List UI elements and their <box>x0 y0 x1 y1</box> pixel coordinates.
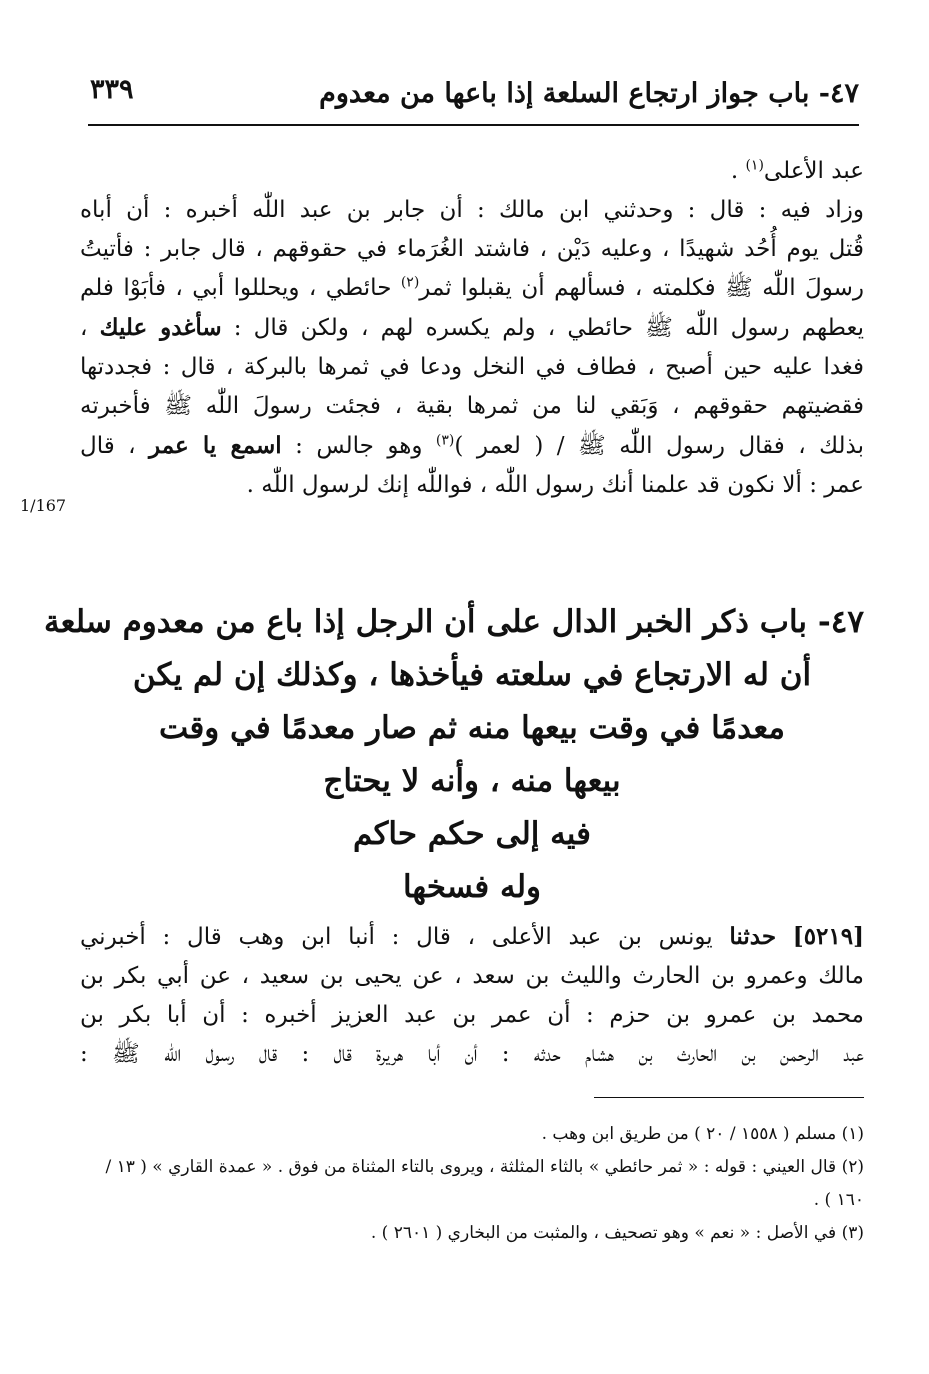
body-text <box>80 152 864 505</box>
heading-line: ٤٧- باب ذكر الخبر الدال على أن الرجل إذا باع من معدوم سلعة <box>44 604 864 640</box>
text-line: بذلك ، فقال رسول اللّٰه ﷺ / ( لعمر )$^{(٣)}$ وهو جالس : اسمع يا عمر ، قال <box>80 432 864 459</box>
footnote-marker: (٢) <box>400 274 420 291</box>
heading-line: فيه إلى حكم حاكم <box>353 816 591 852</box>
text-line: وزاد فيه : قال : وحدثني ابن مالك : أن جابر بن عبد اللّٰه أخبره : أن أباه <box>80 197 864 223</box>
text-line: عبد الرحمن بن الحارث بن هشام حدثه : أن أبا هريرة قال : قال رسول اللّٰه ﷺ : <box>80 1041 864 1067</box>
chapter-running-title: ٤٧- باب جواز ارتجاع السلعة إذا باعها من معدوم <box>319 78 859 109</box>
heading-line: بيعها منه ، وأنه لا يحتاج <box>323 763 621 799</box>
footnote-marker: (٣) <box>435 432 455 449</box>
page-number: ٣٣٩ <box>90 74 134 105</box>
heading-line: أن له الارتجاع في سلعته فيأخذها ، وكذلك إن لم يكن <box>132 657 812 693</box>
running-header <box>80 68 859 118</box>
hadith-number: [٥٢١٩] <box>792 923 864 950</box>
header-rule <box>88 124 859 126</box>
text-line: محمد بن عمرو بن حزم : أن عمر بن عبد العزيز أخبره : أن أبا بكر بن <box>80 1002 864 1028</box>
text-line: قُتل يوم أُحُد شهيدًا ، وعليه دَيْن ، فاشتد الغُرَماء في حقوقهم ، قال جابر : فأتيتُ <box>80 236 864 262</box>
bold-phrase: سأغدو عليك <box>99 314 222 341</box>
footnote-continuation: ١٦٠ ) . <box>813 1190 864 1210</box>
text-line: فغدا عليه حين أصبح ، فطاف في النخل ودعا في ثمرها بالبركة ، قال : فجددتها <box>80 354 864 380</box>
footnote-rule <box>594 1097 864 1098</box>
footnotes <box>80 1118 864 1250</box>
footnote: (٢) قال العيني : قوله : « ثمر حائطي » بالثاء المثلثة ، ويروى بالتاء المثناة من فوق . « عمدة القاري » ( ١٣ / <box>105 1157 864 1177</box>
text-line: رسولَ اللّٰه ﷺ فكلمته ، فسألهم أن يقبلوا ثمر$^{(٢)}$ حائطي ، ويحللوا أبي ، فأبَوْا فلم <box>80 274 864 301</box>
heading-line: وله فسخها <box>402 869 542 905</box>
text-line: عمر : ألا نكون قد علمنا أنك رسول اللّٰه ، فواللّٰه إنك لرسول اللّٰه . <box>246 472 864 498</box>
footnote-marker: (١) <box>745 157 764 174</box>
text-line: فقضيتهم حقوقهم ، وَبَقي لنا من ثمرها بقية ، فجئت رسولَ اللّٰه ﷺ فأخبرته <box>80 393 864 419</box>
footnote: (٣) في الأصل : « نعم » وهو تصحيف ، والمثبت من البخاري ( ٢٦٠١ ) . <box>370 1223 864 1243</box>
hadith-lead: حدثنا <box>729 923 777 950</box>
text-line: عبد الأعلى$^{(١)}$ . <box>730 157 864 184</box>
text-line: يعطهم رسول اللّٰه ﷺ حائطي ، ولم يكسره لهم ، ولكن قال : سأغدو عليك ، <box>80 314 865 341</box>
hadith-text <box>80 917 864 1074</box>
footnote: (١) مسلم ( ١٥٥٨ / ٢٠ ) من طريق ابن وهب . <box>541 1124 864 1144</box>
text-line: مالك وعمرو بن الحارث والليث بن سعد ، عن يحيى بن سعيد ، عن أبي بكر بن <box>80 963 864 989</box>
margin-reference: 1/167 <box>20 496 67 515</box>
text-line: [٥٢١٩] حدثنا يونس بن عبد الأعلى ، قال : أنبا ابن وهب قال : أخبرني <box>80 923 864 950</box>
bold-phrase: اسمع يا عمر <box>149 432 282 459</box>
heading-line: معدمًا في وقت بيعها منه ثم صار معدمًا في وقت <box>159 710 785 746</box>
chapter-heading <box>44 596 864 914</box>
